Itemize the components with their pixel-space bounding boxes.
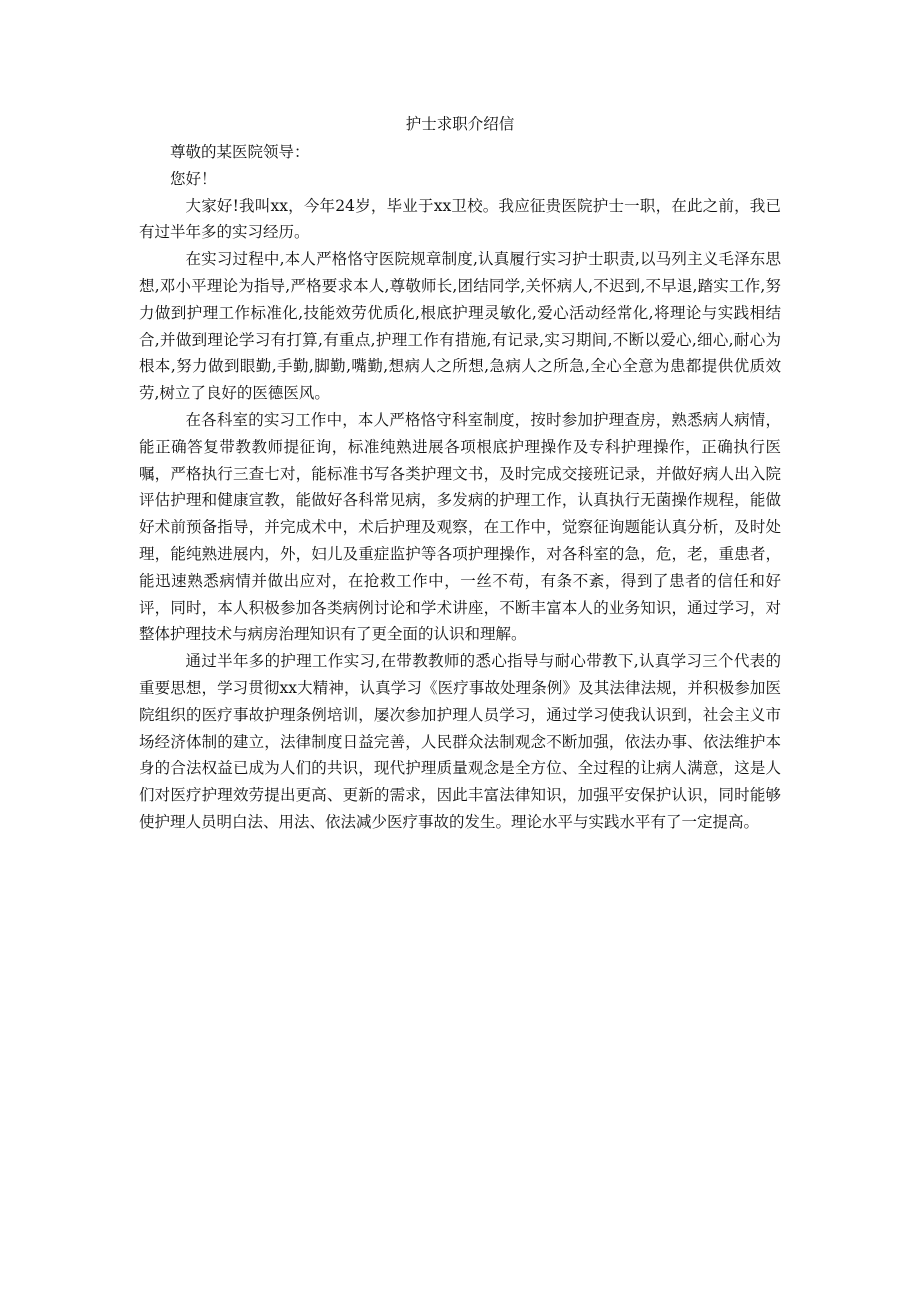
- paragraph-internship-conduct: 在实习过程中,本人严格恪守医院规章制度,认真履行实习护士职责,以马列主义毛泽东思想,邓小平理论为指导,严格要求本人,尊敬师长,团结同学,关怀病人,不迟到,不早退,踏实工作,努力做到护理工作标准化,技能效劳优质化,根底护理灵敏化,爱心活动经常化,将理论与实践相结合,并做到理论学习有打算,有重点,护理工作有措施,有记录,实习期间,不断以爱心,细心,耐心为根本,努力做到眼勤,手勤,脚勤,嘴勤,想病人之所想,急病人之所急,全心全意为患都提供优质效劳,树立了良好的医德医风。: [139, 250, 781, 403]
- paragraph-legal-study: 通过半年多的护理工作实习,在带教教师的悉心指导与耐心带教下,认真学习三个代表的重要思想，学习贯彻xx大精神，认真学习《医疗事故处理条例》及其法律法规，并积极参加医院组织的医疗事故护理条例培训，屡次参加护理人员学习，通过学习使我认识到，社会主义市场经济体制的建立，法律制度日益完善，人民群众法制观念不断加强，依法办事、依法维护本身的合法权益已成为人们的共识，现代护理质量观念是全方位、全过程的让病人满意，这是人们对医疗护理效劳提出更高、更新的需求，因此丰富法律知识，加强平安保护认识，同时能够使护理人员明白法、用法、依法减少医疗事故的发生。理论水平与实践水平有了一定提高。: [139, 652, 781, 831]
- letter-page: [139, 110, 781, 836]
- paragraph-intro: 大家好!我叫xx，今年24岁，毕业于xx卫校。我应征贵医院护士一职，在此之前，我已有过半年多的实习经历。: [139, 196, 781, 242]
- paragraph-department-work: 在各科室的实习工作中，本人严格恪守科室制度，按时参加护理查房，熟悉病人病情，能正确答复带教教师提征询，标准纯熟进展各项根底护理操作及专科护理操作，正确执行医嘱，严格执行三查七对，能标准书写各类护理文书，及时完成交接班记录，并做好病人出入院评估护理和健康宣教，能做好各科常见病，多发病的护理工作，认真执行无菌操作规程，能做好术前预备指导，并完成术中，术后护理及观察，在工作中，觉察征询题能认真分析，及时处理，能纯熟进展内，外，妇儿及重症监护等各项护理操作，对各科室的急，危，老，重患者，能迅速熟悉病情并做出应对，在抢救工作中，一丝不苟，有条不紊，得到了患者的信任和好评，同时，本人积极参加各类病例讨论和学术讲座，不断丰富本人的业务知识，通过学习，对整体护理技术与病房治理知识有了更全面的认识和理解。: [139, 410, 781, 644]
- letter-salutation: 尊敬的某医院领导：: [170, 143, 310, 161]
- letter-greeting: 您好！: [170, 169, 217, 188]
- letter-title: 护士求职介绍信: [405, 115, 515, 133]
